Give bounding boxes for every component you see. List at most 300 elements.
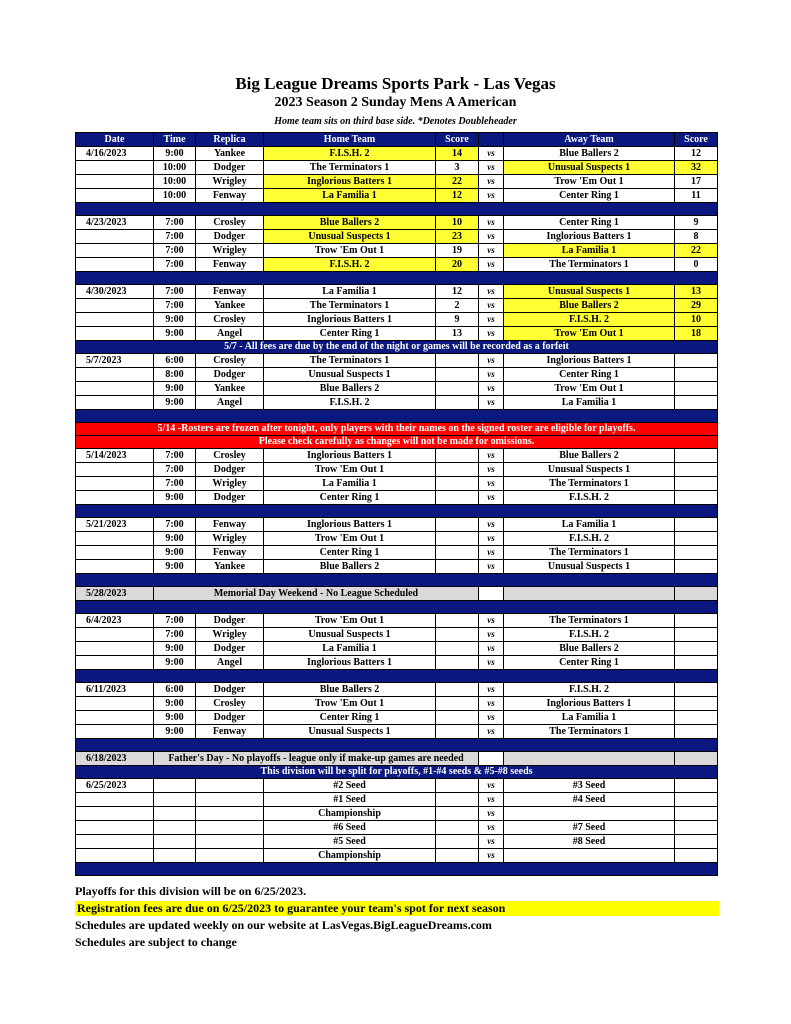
home-team: Trow 'Em Out 1 [264,244,436,258]
game-row [76,161,718,175]
away-team: The Terminators 1 [504,725,675,739]
away-score [675,614,718,628]
game-row [76,697,718,711]
home-score: 12 [436,285,479,299]
game-date [76,835,154,849]
game-date [76,697,154,711]
field-name: Crosley [196,354,264,368]
game-row [76,835,718,849]
away-score [675,628,718,642]
vs-label: vs [479,793,504,807]
away-team: Blue Ballers 2 [504,449,675,463]
away-score [675,793,718,807]
home-team: Championship [264,807,436,821]
game-row [76,793,718,807]
game-time: 6:00 [154,354,196,368]
col-date: Date [76,133,154,147]
away-team: Unusual Suspects 1 [504,463,675,477]
field-name: Dodger [196,683,264,697]
vs-label: vs [479,396,504,410]
vs-label: vs [479,491,504,505]
home-score [436,532,479,546]
vs-label: vs [479,546,504,560]
away-team: Blue Ballers 2 [504,299,675,313]
away-team: Center Ring 1 [504,368,675,382]
home-score: 13 [436,327,479,341]
game-time: 9:00 [154,711,196,725]
field-name [196,779,264,793]
vs-label: vs [479,518,504,532]
roster-alert-text: 5/14 -Rosters are frozen after tonight, only players with their names on the signed roster are eligible for playoffs. [76,423,718,436]
away-score: 8 [675,230,718,244]
game-time: 9:00 [154,560,196,574]
game-row [76,614,718,628]
game-date [76,396,154,410]
field-name [196,793,264,807]
game-row [76,463,718,477]
field-name: Crosley [196,216,264,230]
game-row [76,656,718,670]
game-row [76,244,718,258]
roster-alert-row [76,436,718,449]
game-date [76,230,154,244]
game-date: 6/18/2023 [76,752,154,766]
away-team: #4 Seed [504,793,675,807]
game-date: 6/4/2023 [76,614,154,628]
game-date [76,560,154,574]
game-row [76,779,718,793]
game-row [76,230,718,244]
field-name: Angel [196,396,264,410]
game-row [76,382,718,396]
game-row [76,518,718,532]
away-score [675,642,718,656]
home-team: Inglorious Batters 1 [264,449,436,463]
game-row [76,683,718,697]
vs-label: vs [479,835,504,849]
separator-row [76,505,718,518]
field-name: Fenway [196,518,264,532]
away-team: F.I.S.H. 2 [504,532,675,546]
game-row [76,313,718,327]
field-name: Dodger [196,463,264,477]
field-name: Fenway [196,258,264,272]
home-score [436,821,479,835]
game-row [76,560,718,574]
game-row [76,175,718,189]
game-row [76,477,718,491]
away-team: La Familia 1 [504,711,675,725]
home-score [436,396,479,410]
vs-label: vs [479,230,504,244]
home-team: F.I.S.H. 2 [264,396,436,410]
game-row [76,189,718,203]
field-name: Fenway [196,189,264,203]
home-team: Trow 'Em Out 1 [264,697,436,711]
field-name [196,821,264,835]
home-team: Trow 'Em Out 1 [264,532,436,546]
field-name: Crosley [196,313,264,327]
game-time: 7:00 [154,628,196,642]
roster-alert-text: Please check carefully as changes will not be made for omissions. [76,436,718,449]
game-date [76,382,154,396]
field-name: Yankee [196,382,264,396]
home-score: 12 [436,189,479,203]
home-score [436,711,479,725]
col-time: Time [154,133,196,147]
vs-label: vs [479,285,504,299]
game-row [76,449,718,463]
vs-label: vs [479,697,504,711]
home-score [436,697,479,711]
away-score [675,463,718,477]
game-date: 6/25/2023 [76,779,154,793]
home-team: Unusual Suspects 1 [264,230,436,244]
field-name [196,807,264,821]
away-team: La Familia 1 [504,396,675,410]
game-time: 9:00 [154,546,196,560]
home-team: The Terminators 1 [264,299,436,313]
vs-label: vs [479,642,504,656]
announcement-text: This division will be split for playoffs, #1-#4 seeds & #5-#8 seeds [76,766,718,779]
home-team: #5 Seed [264,835,436,849]
game-date [76,175,154,189]
home-team: Blue Ballers 2 [264,382,436,396]
game-time [154,779,196,793]
vs-label: vs [479,532,504,546]
game-row [76,299,718,313]
separator-bar [76,505,718,518]
game-time: 10:00 [154,161,196,175]
game-time: 7:00 [154,230,196,244]
game-row [76,725,718,739]
game-date [76,327,154,341]
home-score: 14 [436,147,479,161]
home-score: 23 [436,230,479,244]
game-date [76,299,154,313]
field-name: Yankee [196,299,264,313]
vs-label: vs [479,299,504,313]
home-score [436,849,479,863]
away-team: The Terminators 1 [504,258,675,272]
away-score [675,546,718,560]
field-name: Wrigley [196,628,264,642]
away-team: Unusual Suspects 1 [504,285,675,299]
away-score [675,807,718,821]
away-team: Unusual Suspects 1 [504,560,675,574]
game-date: 4/23/2023 [76,216,154,230]
game-date [76,244,154,258]
away-score [675,835,718,849]
game-time: 7:00 [154,216,196,230]
home-score [436,382,479,396]
away-team: Center Ring 1 [504,216,675,230]
field-name: Fenway [196,725,264,739]
home-score [436,518,479,532]
separator-row [76,410,718,423]
field-name: Dodger [196,491,264,505]
home-score: 9 [436,313,479,327]
away-score: 29 [675,299,718,313]
announcement-row [76,341,718,354]
empty-cell [479,752,504,766]
separator-row [76,670,718,683]
home-team: #2 Seed [264,779,436,793]
vs-label: vs [479,821,504,835]
field-name: Fenway [196,546,264,560]
game-time: 7:00 [154,285,196,299]
home-score [436,463,479,477]
page-title: Big League Dreams Sports Park - Las Vegas [235,74,556,93]
game-time: 7:00 [154,477,196,491]
empty-cell [504,752,675,766]
separator-bar [76,863,718,876]
home-score [436,725,479,739]
separator-row [76,601,718,614]
home-team: The Terminators 1 [264,161,436,175]
game-date: 6/11/2023 [76,683,154,697]
away-team: Trow 'Em Out 1 [504,175,675,189]
home-score [436,546,479,560]
game-date [76,642,154,656]
game-row [76,147,718,161]
vs-label: vs [479,147,504,161]
home-score [436,642,479,656]
home-team: Inglorious Batters 1 [264,656,436,670]
game-time [154,807,196,821]
away-team: Blue Ballers 2 [504,642,675,656]
game-date [76,628,154,642]
home-team: Trow 'Em Out 1 [264,614,436,628]
game-row [76,258,718,272]
home-team: Blue Ballers 2 [264,560,436,574]
game-row [76,807,718,821]
game-date: 5/28/2023 [76,587,154,601]
separator-row [76,739,718,752]
game-date [76,793,154,807]
playoffs-date-note: Playoffs for this division will be on 6/25/2023. [75,884,307,898]
away-score [675,683,718,697]
home-team-note: Home team sits on third base side. *Denotes Doubleheader [274,116,517,127]
no-games-row [76,752,718,766]
game-time: 7:00 [154,299,196,313]
field-name: Wrigley [196,532,264,546]
away-score [675,711,718,725]
game-date: 5/7/2023 [76,354,154,368]
separator-row [76,863,718,876]
away-team: The Terminators 1 [504,614,675,628]
away-score [675,449,718,463]
vs-label: vs [479,477,504,491]
home-score [436,683,479,697]
field-name: Dodger [196,368,264,382]
game-row [76,642,718,656]
vs-label: vs [479,327,504,341]
field-name: Yankee [196,560,264,574]
away-team: Blue Ballers 2 [504,147,675,161]
game-time: 10:00 [154,175,196,189]
col-home-team: Home Team [264,133,436,147]
away-score: 0 [675,258,718,272]
subject-to-change-note: Schedules are subject to change [75,935,237,949]
vs-label: vs [479,175,504,189]
game-time: 9:00 [154,642,196,656]
home-team: La Familia 1 [264,285,436,299]
vs-label: vs [479,779,504,793]
game-date [76,821,154,835]
game-time: 9:00 [154,313,196,327]
game-time: 9:00 [154,327,196,341]
away-score [675,354,718,368]
game-date [76,491,154,505]
home-score [436,449,479,463]
field-name: Wrigley [196,175,264,189]
game-time: 7:00 [154,463,196,477]
game-time: 9:00 [154,382,196,396]
game-date [76,258,154,272]
away-team: F.I.S.H. 2 [504,313,675,327]
home-team: Championship [264,849,436,863]
field-name [196,849,264,863]
game-row [76,821,718,835]
vs-label: vs [479,368,504,382]
field-name: Dodger [196,614,264,628]
away-team: F.I.S.H. 2 [504,683,675,697]
vs-label: vs [479,189,504,203]
field-name: Dodger [196,711,264,725]
header-row [76,133,718,147]
home-score [436,793,479,807]
vs-label: vs [479,382,504,396]
game-date [76,368,154,382]
game-row [76,849,718,863]
field-name: Dodger [196,642,264,656]
game-time: 9:00 [154,656,196,670]
home-score: 3 [436,161,479,175]
vs-label: vs [479,725,504,739]
away-score [675,725,718,739]
home-score [436,354,479,368]
game-date [76,725,154,739]
game-time: 7:00 [154,244,196,258]
field-name: Dodger [196,230,264,244]
vs-label: vs [479,656,504,670]
home-score [436,807,479,821]
game-date [76,849,154,863]
field-name: Crosley [196,697,264,711]
home-team: Center Ring 1 [264,711,436,725]
away-team: Center Ring 1 [504,656,675,670]
separator-bar [76,272,718,285]
home-team: #6 Seed [264,821,436,835]
game-date [76,161,154,175]
empty-cell [675,752,718,766]
away-team [504,807,675,821]
game-time: 9:00 [154,147,196,161]
game-time [154,821,196,835]
away-score [675,697,718,711]
game-time: 9:00 [154,725,196,739]
away-team: Inglorious Batters 1 [504,354,675,368]
home-score: 19 [436,244,479,258]
away-score: 17 [675,175,718,189]
away-score: 18 [675,327,718,341]
field-name: Yankee [196,147,264,161]
home-team: Inglorious Batters 1 [264,175,436,189]
home-team: Blue Ballers 2 [264,216,436,230]
away-team: Inglorious Batters 1 [504,697,675,711]
field-name: Crosley [196,449,264,463]
game-row [76,354,718,368]
vs-label: vs [479,354,504,368]
home-team: Trow 'Em Out 1 [264,463,436,477]
away-score [675,491,718,505]
away-score [675,656,718,670]
roster-alert-row [76,423,718,436]
game-time [154,849,196,863]
col-vs [479,133,504,147]
away-team: F.I.S.H. 2 [504,491,675,505]
home-team: Blue Ballers 2 [264,683,436,697]
away-team: La Familia 1 [504,244,675,258]
game-row [76,396,718,410]
website-note: Schedules are updated weekly on our website at LasVegas.BigLeagueDreams.com [75,918,492,932]
vs-label: vs [479,711,504,725]
game-date [76,189,154,203]
away-team: #7 Seed [504,821,675,835]
game-time [154,835,196,849]
away-team: F.I.S.H. 2 [504,628,675,642]
away-score [675,560,718,574]
vs-label: vs [479,258,504,272]
vs-label: vs [479,449,504,463]
registration-fees-note: Registration fees are due on 6/25/2023 to guarantee your team's spot for next season [75,901,719,916]
game-time: 10:00 [154,189,196,203]
vs-label: vs [479,614,504,628]
game-row [76,368,718,382]
separator-bar [76,203,718,216]
away-score: 13 [675,285,718,299]
away-score: 10 [675,313,718,327]
vs-label: vs [479,313,504,327]
home-score [436,614,479,628]
field-name: Fenway [196,285,264,299]
field-name: Angel [196,327,264,341]
game-row [76,327,718,341]
home-team: Center Ring 1 [264,327,436,341]
away-team: Inglorious Batters 1 [504,230,675,244]
game-date [76,807,154,821]
home-team: Unusual Suspects 1 [264,628,436,642]
game-date: 5/14/2023 [76,449,154,463]
separator-row [76,574,718,587]
game-time: 9:00 [154,396,196,410]
home-team: Center Ring 1 [264,491,436,505]
separator-row [76,203,718,216]
separator-row [76,272,718,285]
home-score [436,628,479,642]
vs-label: vs [479,849,504,863]
separator-bar [76,410,718,423]
game-date [76,656,154,670]
empty-cell [479,587,504,601]
home-team: Inglorious Batters 1 [264,518,436,532]
home-score [436,656,479,670]
home-score: 20 [436,258,479,272]
home-score [436,477,479,491]
announcement-text: 5/7 - All fees are due by the end of the night or games will be recorded as a forfeit [76,341,718,354]
empty-cell [504,587,675,601]
